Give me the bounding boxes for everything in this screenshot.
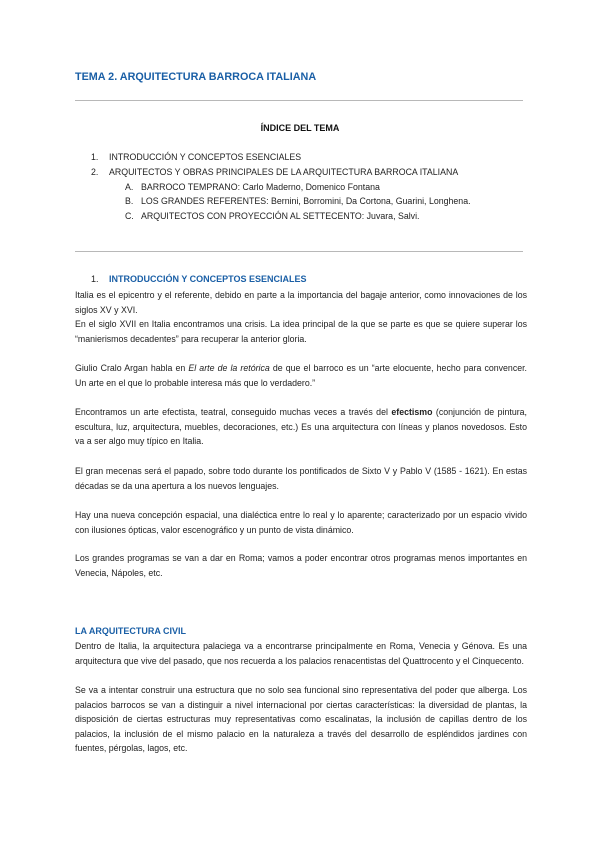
toc-subitem — [91, 194, 531, 209]
toc-subitem-label: BARROCO TEMPRANO: Carlo Maderno, Domenico Fontana — [141, 181, 380, 192]
toc-item — [91, 165, 531, 180]
efectismo-text-end: (conjunción de pintura, escultura, luz, arquitectura, muebles, decoraciones, etc.) Es una arquitectura con líneas y planos novedosos. Esto va a ser algo muy típico en Italia. — [75, 407, 527, 447]
section-title: INTRODUCCIÓN Y CONCEPTOS ESENCIALES — [109, 274, 307, 284]
paragraph-roma: Los grandes programas se van a dar en Roma; vamos a poder encontrar otros programas menos importantes en Venecia, Nápoles, etc. — [75, 553, 527, 578]
paragraph-civil-2: Se va a intentar construir una estructura que no solo sea funcional sino representativa del poder que alberga. Los palacios barrocos se van a distinguir a nivel internacional por ciertas características: la diversidad de plantas, la disposición de ciertas estructuras muy representativas como escalinatas, la inclusión de capillas dentro de los palacios, la inclusión de el mismo palacio en la naturaleza a través del desarrollo de espléndidos jardines con fuentes, pérgolas, lagos, etc. — [75, 685, 527, 754]
toc-item-number: 1. — [91, 152, 99, 162]
section-heading-intro — [91, 272, 307, 287]
paragraph-intro-2: En el siglo XVII en Italia encontramos una crisis. La idea principal de la que se parte es que se quiere superar los “manierismos decadentes” para recuperar la anterior gloria. — [75, 319, 527, 344]
toc-heading: ÍNDICE DEL TEMA — [260, 123, 340, 133]
toc-subitem-letter: A. — [125, 181, 134, 192]
toc-subitem-label: LOS GRANDES REFERENTES: Bernini, Borromini, Da Cortona, Guarini, Longhena. — [141, 196, 471, 207]
toc-subitem — [91, 209, 531, 224]
book-title: El arte de la retórica — [188, 363, 270, 373]
toc-item-label: ARQUITECTOS Y OBRAS PRINCIPALES DE LA ARQUITECTURA BARROCA ITALIANA — [109, 166, 459, 177]
paragraph-efectismo — [75, 405, 527, 449]
paragraph-argan — [75, 361, 527, 390]
toc-subitem-label: ARQUITECTOS CON PROYECCIÓN AL SETTECENTO: Juvara, Salvi. — [141, 211, 420, 222]
toc-subitem-letter: B. — [125, 196, 134, 207]
section-number: 1. — [91, 274, 99, 284]
toc-item — [91, 150, 531, 165]
table-of-contents — [91, 150, 531, 224]
toc-item-number: 2. — [91, 166, 99, 177]
toc-subitem-letter: C. — [125, 211, 134, 222]
paragraph-civil-1: Dentro de Italia, la arquitectura palaciega va a encontrarse principalmente en Roma, Venecia y Génova. Es una arquitectura que vive del pasado, que nos recuerda a los palacios renacentistas del Quattrocento y el Cinquecento. — [75, 641, 527, 666]
section-heading-civil: LA ARQUITECTURA CIVIL — [75, 626, 186, 636]
argan-text-end: de que el barroco es un “arte elocuente, hecho para convencer. Un arte en el que lo probable interesa más que lo verdadero.” — [75, 363, 527, 388]
divider-top — [75, 100, 523, 101]
toc-item-label: INTRODUCCIÓN Y CONCEPTOS ESENCIALES — [109, 152, 302, 162]
argan-text-start: Giulio Cralo Argan habla en — [75, 363, 189, 373]
divider-bottom — [75, 251, 523, 252]
paragraph-intro-1: Italia es el epicentro y el referente, debido en parte a la importancia del bagaje anterior, como innovaciones de los siglos XV y XVI. — [75, 290, 527, 315]
efectismo-term: efectismo — [391, 407, 433, 417]
toc-subitem — [91, 180, 531, 195]
paragraph-papado: El gran mecenas será el papado, sobre todo durante los pontificados de Sixto V y Pablo V (1585 - 1621). En estas décadas se da una apertura a los nuevos lenguajes. — [75, 466, 527, 491]
paragraph-espacio: Hay una nueva concepción espacial, una dialéctica entre lo real y lo aparente; caracterizado por un espacio vivido con ilusiones ópticas, valor escenográfico y un punto de vista dinámico. — [75, 510, 527, 535]
document-title: TEMA 2. ARQUITECTURA BARROCA ITALIANA — [75, 71, 317, 83]
efectismo-text-start: Encontramos un arte efectista, teatral, conseguido muchas veces a través del — [75, 407, 392, 417]
